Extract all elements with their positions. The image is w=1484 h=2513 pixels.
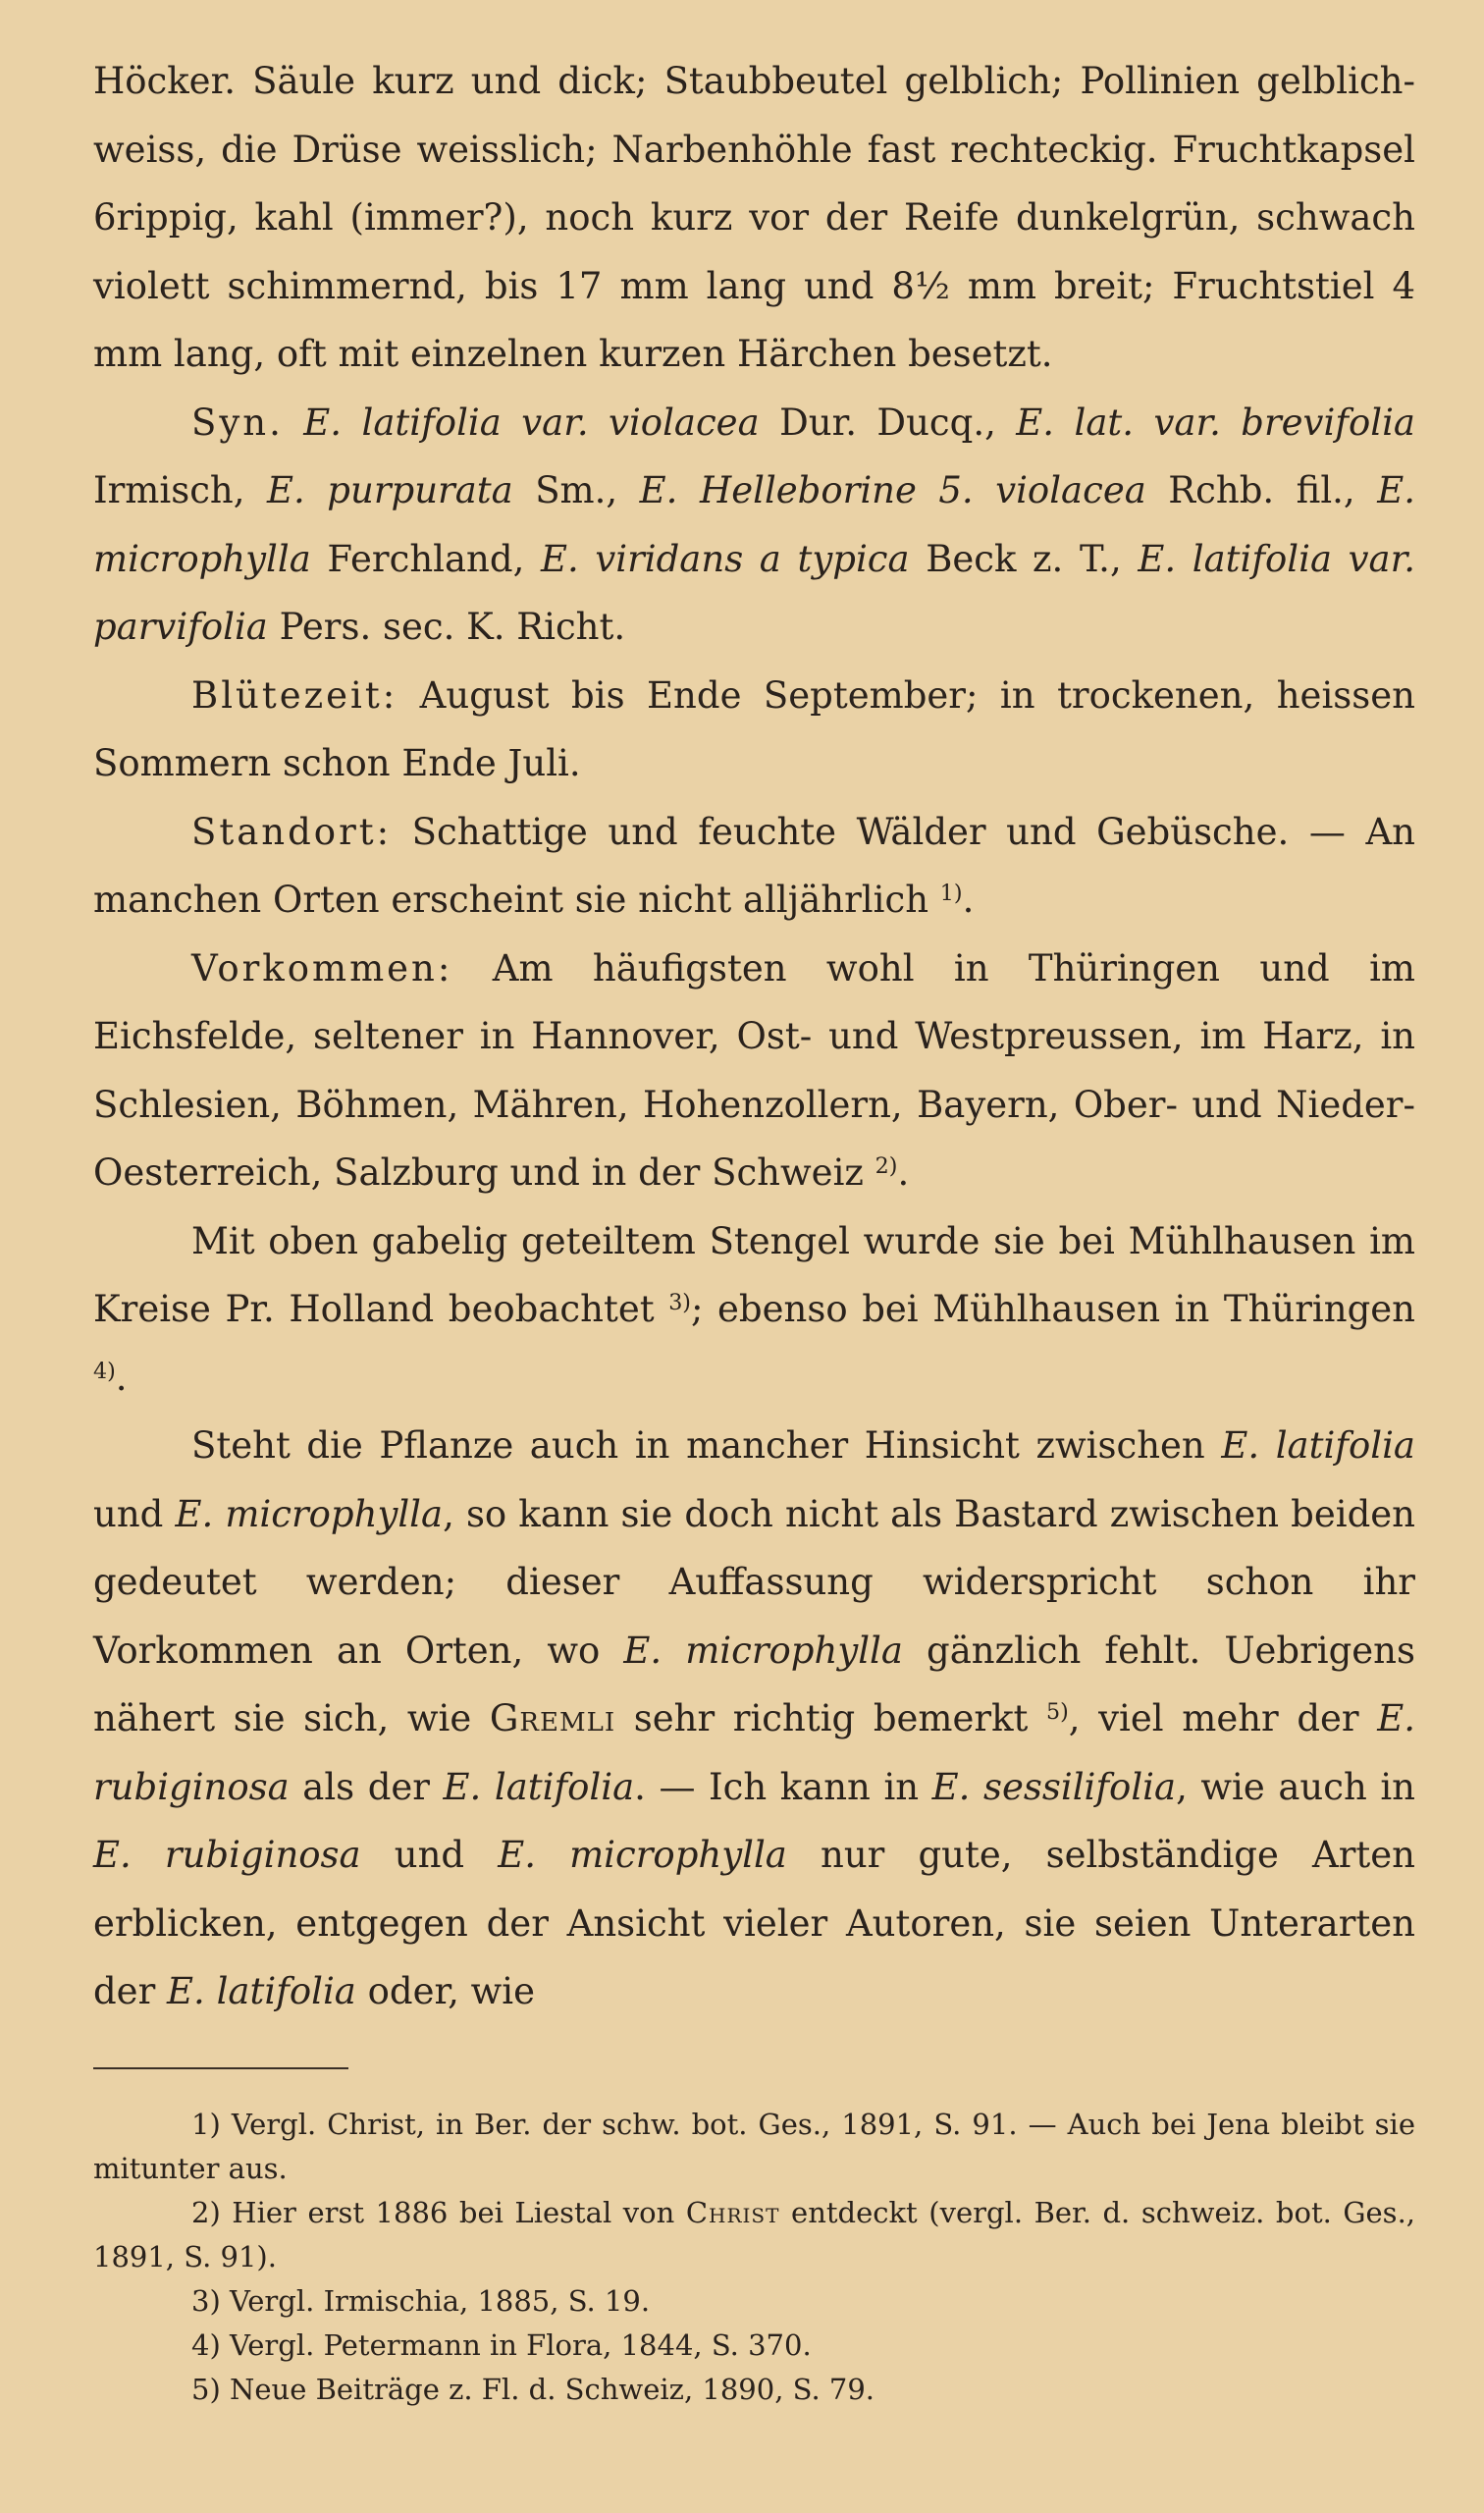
label-syn: Syn.	[191, 401, 284, 444]
footnote-divider	[93, 2067, 348, 2069]
paragraph-standort: Standort: Schattige und feuchte Wälder und Gebüsche. — An manchen Orten erscheint sie nicht alljährlich $^{1)}$.	[93, 810, 1415, 921]
label-bluetezeit: Blütezeit:	[191, 673, 398, 717]
label-standort: Standort:	[191, 810, 393, 853]
author-name: Gremli	[489, 1697, 616, 1739]
paragraph-gabelig: Mit oben gabelig geteiltem Stengel wurde sie bei Mühlhausen im Kreise Pr. Holland beobachtet $^{3)}$; ebenso bei Mühlhausen in Thüringen $^{4)}$.	[93, 1219, 1415, 1399]
footnote-2: 2) Hier erst 1886 bei Liestal von Christ entdeckt (vergl. Ber. d. schweiz. bot. Ges., 1891, S. 91).	[93, 2195, 1416, 2273]
footnotes	[93, 2103, 1415, 2412]
label-vorkommen: Vorkommen:	[191, 946, 453, 989]
paragraph-discussion: Steht die Pflanze auch in mancher Hinsicht zwischen E. latifolia und E. microphylla, so kann sie doch nicht als Bastard zwischen beiden gedeutet werden; dieser Auffassung widerspricht schon ihr Vorkommen an Orten, wo E. microphylla gänzlich fehlt. Uebrigens nähert sie sich, wie Gremli sehr richtig bemerkt $^{5)}$, viel mehr der E. rubiginosa als der E. latifolia. — Ich kann in E. sessilifolia, wie auch in E. rubiginosa und E. microphylla nur gute, selbständige Arten erblicken, entgegen der Ansicht vieler Autoren, sie seien Unterarten der E. latifolia oder, wie	[93, 1424, 1416, 2012]
footnote-4: 4) Vergl. Petermann in Flora, 1844, S. 370.	[191, 2327, 812, 2362]
author-name: Christ	[685, 2195, 780, 2229]
footnote-ref: 4)	[93, 1358, 116, 1384]
footnote-5: 5) Neue Beiträge z. Fl. d. Schweiz, 1890, S. 79.	[191, 2372, 875, 2406]
main-text	[93, 47, 1415, 2026]
paragraph-vorkommen: Vorkommen: Am häufigsten wohl in Thüringen und im Eichsfelde, seltener in Hannover, Ost- und Westpreussen, im Harz, in Schlesien, Böhmen, Mähren, Hohenzollern, Bayern, Ober- und Nieder-Oesterreich, Salzburg und in der Schweiz $^{2)}$.	[93, 946, 1415, 1194]
footnote-ref: 3)	[668, 1289, 691, 1315]
footnote-ref: 2)	[874, 1152, 898, 1179]
footnote-ref: 5)	[1046, 1698, 1069, 1725]
footnote-ref: 1)	[939, 880, 963, 906]
footnote-3: 3) Vergl. Irmischia, 1885, S. 19.	[191, 2283, 651, 2318]
paragraph-bluetezeit: Blütezeit: August bis Ende September; in trockenen, heissen Sommern schon Ende Juli.	[93, 673, 1415, 784]
paragraph-synonyms: Syn. E. latifolia var. violacea Dur. Ducq., E. lat. var. brevifolia Irmisch, E. purpurata Sm., E. Helleborine 5. violacea Rchb. fil., E. microphylla Ferchland, E. viridans a typica Beck z. T., E. latifolia var. parvifolia Pers. sec. K. Richt.	[93, 401, 1416, 648]
paragraph-description: Höcker. Säule kurz und dick; Staubbeutel gelblich; Pollinien gelblich-weiss, die Drüse weisslich; Narbenhöhle fast rechteckig. Fruchtkapsel 6rippig, kahl (immer?), noch kurz vor der Reife dunkelgrün, schwach violett schimmernd, bis 17 mm lang und 8½ mm breit; Fruchtstiel 4 mm lang, oft mit einzelnen kurzen Härchen besetzt.	[93, 60, 1415, 375]
footnote-1: 1) Vergl. Christ, in Ber. der schw. bot. Ges., 1891, S. 91. — Auch bei Jena bleibt sie mitunter aus.	[93, 2107, 1415, 2185]
